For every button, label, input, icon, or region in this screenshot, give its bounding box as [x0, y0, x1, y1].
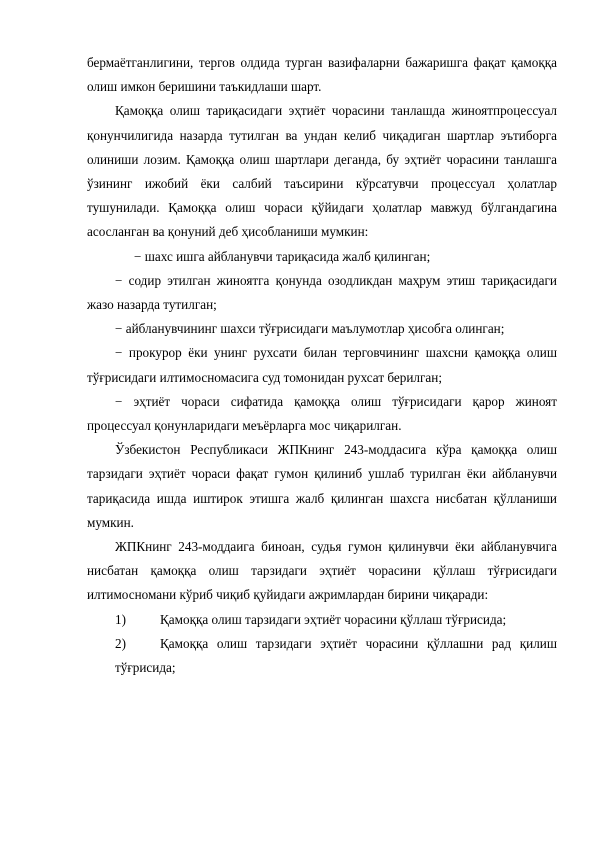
item-text: Қамоққа олиш тарзидаги эҳтиёт чорасини қўллашни рад қилиш тўғрисида; [115, 635, 557, 676]
item-text: Қамоққа олиш тарзидаги эҳтиёт чорасини қўллаш тўғрисида; [160, 611, 507, 627]
numbered-item-reject [87, 632, 557, 680]
list-item-condition: − шахс ишга айбланувчи тариқасида жалб қилинган; [134, 248, 431, 264]
item-number: 1) [115, 611, 126, 627]
document-page [87, 51, 557, 680]
paragraph-article-243: Ўзбекистон Республикаси ЖПКнинг 243-моддасига кўра қамоққа олиш тарзидаги эҳтиёт чораси фақат гумон қилиниб ушлаб турилган ёки айбланувчи тариқасида ишда иштирок этишга жалб қилинган шахсга нисбатан қўлланиши мумкин. [87, 442, 557, 530]
paragraph-conditions-intro: Қамоққа олиш тариқасидаги эҳтиёт чорасини танлашда жиноятпроцессуал қонунчилигида назарда тутилган ва ундан келиб чиқадиган шартлар эътиборга олиниши лозим. Қамоққа олиш шартлари деганда, бу эҳтиёт чорасини танлашга ўзининг ижобий ёки салбий таъсирини кўрсатувчи процессуал ҳолатлар тушунилади. Қамоққа олиш чораси қўйидаги ҳолатлар мавжуд бўлгандагина асосланган ва қонуний деб ҳисобланиши мумкин: [87, 103, 557, 240]
list-item-condition: − прокурор ёки унинг рухсати билан терговчининг шахсни қамоққа олиш тўғрисидаги илтимосномасига суд томонидан рухсат берилган; [87, 345, 557, 385]
paragraph-continuation: бермаётганлигини, тергов олдида турган вазифаларни бажаришга фақат қамоққа олиш имкон беришини таъкидлаши шарт. [87, 55, 557, 95]
item-number: 2) [115, 635, 126, 651]
list-item-condition: − эҳтиёт чораси сифатида қамоққа олиш тўғрисидаги қарор жиноят процессуал қонунларидаги меъёрларга мос чиқарилган. [87, 393, 557, 434]
numbered-item-apply [87, 608, 557, 632]
list-item-condition: − содир этилган жиноятга қонунда озодликдан маҳрум этиш тариқасидаги жазо назарда тутилган; [87, 272, 557, 313]
paragraph-judge-decision: ЖПКнинг 243-моддаига биноан, судья гумон қилинувчи ёки айбланувчига нисбатан қамоққа олиш тарзидаги эҳтиёт чорасини қўллаш тўғрисидаги илтимосномани кўриб чиқиб қуйидаги ажримлардан бирини чиқаради: [87, 539, 557, 603]
list-item-condition: − айбланувчининг шахси тўғрисидаги маълумотлар ҳисобга олинган; [115, 321, 505, 337]
